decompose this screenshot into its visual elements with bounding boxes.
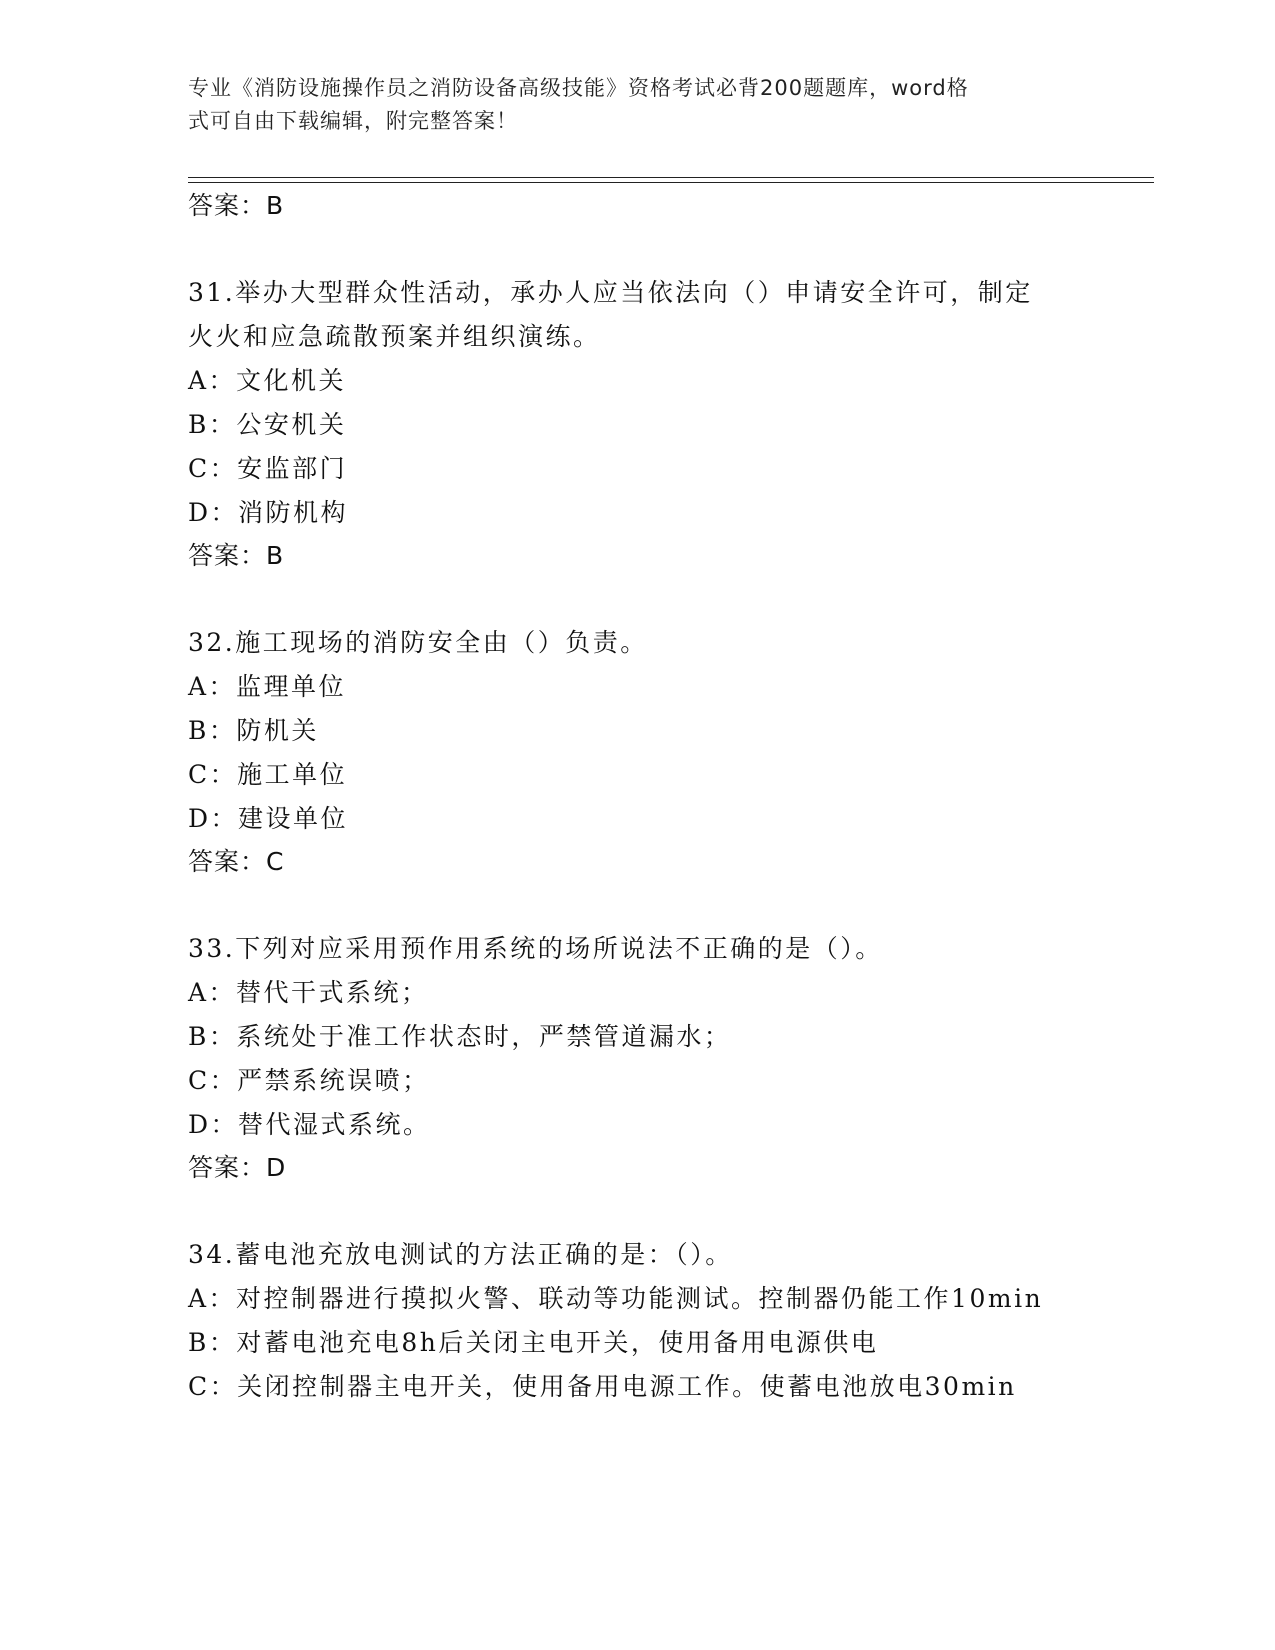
question-31-option-d: D：消防机构 [188, 498, 349, 527]
question-32-option-a: A：监理单位 [188, 672, 347, 701]
question-31-text-line-1: 31.举办大型群众性活动，承办人应当依法向（）申请安全许可，制定 [188, 278, 1033, 307]
question-32-text-line-1: 32.施工现场的消防安全由（）负责。 [188, 628, 648, 657]
question-32-option-b: B：防机关 [188, 716, 319, 745]
question-34-text-line-1: 34.蓄电池充放电测试的方法正确的是：（）。 [188, 1240, 733, 1269]
previous-answer: 答案：B [188, 191, 285, 220]
header-line-2: 式可自由下载编辑，附完整答案！ [188, 109, 518, 133]
question-31-option-c: C：安监部门 [188, 454, 348, 483]
header-divider-top [188, 177, 1154, 178]
question-33-option-a: A：替代干式系统； [188, 978, 429, 1007]
question-34-option-c: C：关闭控制器主电开关，使用备用电源工作。使蓄电池放电30min [188, 1372, 1017, 1401]
question-33-option-c: C：严禁系统误喷； [188, 1066, 430, 1095]
question-32-option-c: C：施工单位 [188, 760, 348, 789]
question-33-option-d: D：替代湿式系统。 [188, 1110, 431, 1139]
document-header [188, 72, 1088, 138]
question-31-option-a: A：文化机关 [188, 366, 347, 395]
question-33-answer: 答案：D [188, 1153, 287, 1182]
question-31-text-line-2: 火火和应急疏散预案并组织演练。 [188, 322, 601, 351]
question-32-answer: 答案：C [188, 847, 285, 876]
question-34-option-a: A：对控制器进行摸拟火警、联动等功能测试。控制器仍能工作10min [188, 1284, 1044, 1313]
question-33-text-line-1: 33.下列对应采用预作用系统的场所说法不正确的是（）。 [188, 934, 883, 963]
question-33-option-b: B：系统处于准工作状态时，严禁管道漏水； [188, 1022, 732, 1051]
question-34-option-b: B：对蓄电池充电8h后关闭主电开关，使用备用电源供电 [188, 1328, 879, 1357]
header-divider-bottom [188, 182, 1154, 183]
question-31-answer: 答案：B [188, 541, 285, 570]
question-32-option-d: D：建设单位 [188, 804, 349, 833]
question-31-option-b: B：公安机关 [188, 410, 347, 439]
header-line-1: 专业《消防设施操作员之消防设备高级技能》资格考试必背200题题库，word格 [188, 76, 969, 100]
